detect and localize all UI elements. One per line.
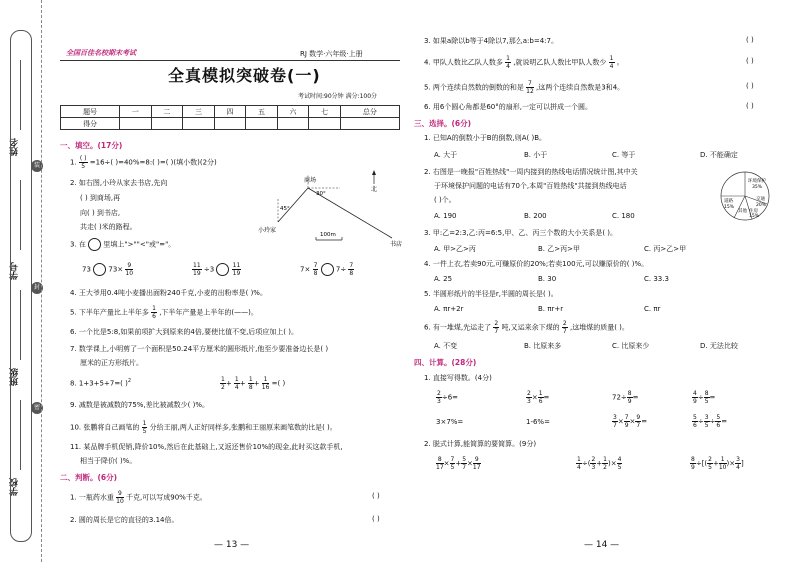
calc-expr-1 (436, 456, 481, 471)
pie-label: 20% (756, 203, 767, 208)
fraction (473, 456, 481, 471)
answer-paren[interactable]: ( ) (372, 492, 380, 500)
option[interactable]: A. 不变 (434, 342, 458, 350)
frac-den: 6 (693, 422, 697, 429)
frac-den: 7 (613, 422, 617, 429)
answer-paren[interactable]: ( ) (746, 82, 754, 90)
frac-num: 2 (562, 320, 567, 327)
score-input-cell[interactable] (183, 118, 215, 130)
fraction (142, 420, 148, 435)
frac-num: 5 (462, 456, 467, 463)
expr-text: ÷ (697, 393, 704, 402)
fold-line (41, 0, 42, 562)
strip-frame (10, 30, 32, 542)
score-input-cell[interactable] (246, 118, 278, 130)
frac-den: 9 (627, 398, 632, 405)
compare-item-2 (192, 262, 241, 277)
calc-item: 1-6%= (526, 418, 550, 426)
score-cell: 四 (214, 106, 246, 118)
q-text: 分给王丽,两人正好同样多,张鹏和王丽原来画笔数的比是( )。 (149, 423, 337, 432)
answer-paren[interactable]: ( ) (746, 102, 754, 110)
option[interactable]: A. 25 (434, 275, 453, 283)
question-3-head (70, 238, 175, 251)
expr-text: 7× (300, 265, 311, 274)
expr-text: )× (607, 459, 617, 468)
expr-text: ÷ (697, 417, 704, 426)
pie-label: 其他 (738, 209, 747, 214)
score-table (60, 105, 400, 130)
expr-text: × (617, 417, 624, 426)
frac-den: 7 (494, 328, 499, 335)
expr-text: × (629, 417, 636, 426)
choice-3: 3. 甲:乙=2:3,乙:丙=6:5,甲、乙、丙三个数的大小关系是( )。 (424, 229, 618, 237)
map-label-bookstore: 书店 (390, 241, 403, 248)
frac-den: 17 (472, 464, 481, 471)
frac-den: 5 (704, 398, 709, 405)
frac-num: 4 (693, 390, 697, 397)
pie-label: 15% (749, 214, 760, 219)
strip-line (20, 60, 21, 130)
fraction (526, 80, 534, 95)
frac-num: 8 (704, 390, 709, 397)
frac-num: 2 (527, 390, 531, 397)
strip-class-label: 班级 (10, 368, 20, 386)
option[interactable]: B. 30 (538, 275, 557, 283)
expr-text: 7÷ (335, 265, 347, 274)
frac-num: 9 (474, 456, 479, 463)
q-text: 6. 有一堆煤,先运走了 (424, 323, 492, 332)
option[interactable]: C. 丙>乙>甲 (644, 245, 687, 253)
q-text: 千克,可以写成90%千克。 (126, 493, 207, 502)
q-text: 。 (616, 58, 624, 67)
page-number-right: — 14 — (584, 540, 620, 550)
frac-den: 9 (693, 398, 697, 405)
judge-5 (424, 80, 624, 95)
question-11-line2: 相当于降价( )%。 (80, 457, 137, 465)
strip-line (20, 400, 21, 470)
frac-den: 19 (232, 270, 241, 277)
map-label-north: 北 (371, 186, 378, 193)
route-map (250, 170, 410, 248)
header-rule (60, 60, 400, 61)
expr-text: 73 (82, 265, 91, 274)
q-text: 3. 在 (70, 240, 86, 249)
grade-tag: RJ 数学·六年级·上册 (300, 50, 363, 58)
calc-2-heading: 2. 脱式计算,能简算的要简算。(9分) (424, 440, 537, 448)
q-text: 1. 一瓶药水重 (70, 493, 114, 502)
q-text: =16÷( )=40%=8:( )=( )(填小数)(2分) (89, 158, 217, 167)
frac-num: 4 (617, 456, 622, 463)
frac-den: 19 (193, 270, 201, 277)
section-heading: 四、计算。(28分) (414, 358, 477, 367)
frac-num: 1 (221, 376, 225, 383)
q-text: 里填上">""<"或"="。 (103, 240, 176, 249)
compare-item-1 (82, 262, 133, 277)
frac-den: 4 (506, 63, 510, 70)
answer-paren[interactable]: ( ) (746, 36, 754, 44)
option[interactable]: D. 无法比较 (700, 342, 738, 350)
strip-seal-dot: 密 (31, 402, 43, 414)
expr-text: ] (740, 459, 744, 468)
frac-den: 7 (462, 464, 467, 471)
expr-text: ÷6= (441, 393, 459, 402)
frac-den: 12 (526, 88, 534, 95)
frac-num: 1 (538, 390, 543, 397)
fraction (609, 55, 615, 70)
frac-num: 8 (691, 456, 695, 463)
frac-num: 7 (450, 456, 455, 463)
fraction (232, 262, 242, 277)
pie-chart (712, 168, 778, 224)
option[interactable]: B. 小于 (524, 151, 548, 159)
fraction (125, 262, 133, 277)
expr-text: = (721, 417, 728, 426)
q-sup: 2 (127, 378, 132, 384)
frac-num: 7 (349, 262, 354, 269)
score-cell: 五 (246, 106, 278, 118)
frac-den: 10 (718, 464, 727, 471)
expr-text: × (443, 459, 450, 468)
frac-den: 10 (116, 498, 124, 505)
q-text: ,下半年产量是上半年的(——)。 (159, 308, 258, 317)
fraction (116, 490, 124, 505)
calc-item (436, 390, 458, 405)
calc-item (612, 414, 647, 429)
pie-label: 道路 (724, 199, 733, 204)
question-7-line1: 7. 数学课上,小明剪了一个面积是50.24平方厘米的圆形纸片,他至少要准备边长是( ) (70, 345, 329, 353)
frac-num: 8 (627, 390, 632, 397)
strip-line (20, 180, 21, 250)
answer-paren[interactable]: ( ) (746, 57, 754, 65)
compare-item-3 (300, 262, 354, 277)
calc-1-heading: 1. 直接写得数。(4分) (424, 374, 492, 382)
frac-den: 17 (436, 464, 444, 471)
question-8-fracs: $\frac{1}{2}$ + $\frac{1}{4}$ + $\frac{1}{8}$ + $\frac{1}{16}$ =( ) (221, 376, 286, 391)
fraction (562, 320, 568, 335)
score-cell: 二 (151, 106, 183, 118)
fraction (493, 320, 499, 335)
map-angle-30: 30° (316, 191, 326, 197)
choice-5: 5. 半圆形纸片的半径是r,半圆的周长是( )。 (424, 290, 558, 298)
fraction (436, 456, 444, 471)
expr-text: + (596, 459, 603, 468)
frac-den: 3 (591, 464, 596, 471)
score-cell: 总分 (340, 106, 399, 118)
strip-school-label: 学校 (10, 478, 20, 496)
map-label-shop: 商场 (304, 177, 317, 184)
fraction (262, 376, 270, 391)
q-text: 5. 两个连续自然数的倒数的和是 (424, 83, 524, 92)
option[interactable]: C. πr (644, 305, 661, 313)
calc-item: 3×7%= (436, 418, 464, 426)
frac-den: 4 (736, 464, 740, 471)
fraction (220, 376, 226, 391)
judge-4 (424, 55, 624, 70)
frac-den: 5 (708, 464, 712, 471)
score-input-cell[interactable] (214, 118, 246, 130)
option[interactable]: A. πr+2r (434, 305, 464, 313)
frac-den: 5 (142, 428, 147, 435)
strip-line (20, 290, 21, 360)
frac-num: 7 (528, 80, 532, 87)
frac-num: 5 (693, 414, 697, 421)
fraction (79, 155, 88, 170)
q-text: ,这两个连续自然数是3和4。 (536, 83, 625, 92)
frac-den: 6 (716, 422, 721, 429)
pie-label: 35% (752, 185, 763, 190)
expr-text: = (543, 393, 550, 402)
frac-num: 1 (263, 376, 268, 383)
question-6: 6. 一个比是5:8,如果前项扩大到原来的4倍,要使比值不变,后项应加上( )。 (70, 328, 298, 336)
frac-den: 8 (248, 384, 253, 391)
judge-6: 6. 用6个圆心角都是60°的扇形,一定可以拼成一个圆。 (424, 103, 592, 111)
question-7-line2: 厘米的正方形纸片。 (80, 359, 143, 367)
fraction (617, 456, 623, 471)
score-cell: 七 (309, 106, 341, 118)
frac-num: 7 (313, 262, 318, 269)
q-text: 5. 下半年产量比上半年多 (70, 308, 149, 317)
frac-num: ( ) (79, 155, 87, 162)
q-text: ,这堆煤的质量( )。 (569, 323, 629, 332)
judge-2: 2. 圆的周长是它的直径的3.14倍。 (70, 516, 179, 524)
question-5 (70, 305, 258, 320)
score-cell: 六 (277, 106, 309, 118)
calc-expr-2 (576, 456, 622, 471)
frac-den: 5 (81, 163, 86, 170)
expr-text: + (712, 459, 719, 468)
frac-den: 5 (617, 464, 622, 471)
frac-den: 9 (691, 464, 695, 471)
fraction (719, 456, 727, 471)
frac-den: 5 (704, 422, 709, 429)
circle-answer-icon[interactable] (321, 263, 334, 276)
judge-3: 3. 如果a除以b等于4除以7,那么a:b=4:7。 (424, 37, 558, 45)
section-heading: 一、填空。(17分) (60, 141, 123, 150)
north-arrow-head (372, 170, 376, 175)
fraction (151, 305, 157, 320)
q-text: 吨,又运来余下煤的 (501, 323, 560, 332)
score-input-cell[interactable] (120, 118, 152, 130)
expr-text: + (455, 459, 462, 468)
frac-num: 9 (127, 262, 132, 269)
question-10 (70, 420, 337, 435)
score-cell: 得分 (61, 118, 120, 130)
frac-num: 1 (234, 376, 239, 383)
calc-expr-3 (690, 456, 744, 471)
frac-num: 7 (624, 414, 629, 421)
frac-num: 1 (609, 55, 614, 62)
question-4: 4. 王大爷用0.4吨小麦播出面粉240千克,小麦的出粉率是( )%。 (70, 289, 267, 297)
score-input-cell[interactable] (277, 118, 309, 130)
frac-num: 1 (577, 456, 581, 463)
frac-num: 11 (193, 262, 201, 269)
frac-den: 3 (437, 398, 441, 405)
calc-item (612, 390, 638, 405)
question-1 (70, 155, 217, 170)
score-row (61, 118, 400, 130)
q-text: =( ) (271, 379, 286, 388)
exam-info: 考试时间:90分钟 满分:100分 (298, 93, 378, 100)
option[interactable]: C. 33.3 (644, 275, 669, 283)
question-2-line2: ( ) 到商场,再 (80, 194, 121, 202)
score-cell: 题号 (61, 106, 120, 118)
page-title: 全真模拟突破卷(一) (168, 66, 321, 85)
frac-den: 5 (450, 464, 455, 471)
score-cell: 一 (120, 106, 152, 118)
strip-class-no-label: 学号 (10, 262, 20, 280)
circle-answer-icon[interactable] (216, 263, 229, 276)
expr-text: 73× (108, 265, 124, 274)
question-2-line1: 2. 如右图,小玲从家去书店,先向 (70, 179, 168, 187)
expr-text: ÷3 (203, 265, 215, 274)
expr-text: ÷ (709, 417, 716, 426)
fraction (234, 376, 240, 391)
frac-den: 2 (603, 464, 607, 471)
section-heading: 二、判断。(6分) (60, 473, 118, 482)
option[interactable]: B. 乙>丙>甲 (538, 245, 580, 253)
score-header-row (61, 106, 400, 118)
expr-text: )× (726, 459, 736, 468)
frac-num: 3 (704, 414, 709, 421)
strip-seal-dot: 装 (31, 160, 43, 172)
frac-num: 9 (636, 414, 641, 421)
score-input-cell[interactable] (151, 118, 183, 130)
frac-num: 3 (613, 414, 617, 421)
frac-den: 4 (577, 464, 581, 471)
frac-num: 1 (506, 55, 510, 62)
strip-name-label: 姓名 (10, 138, 20, 156)
score-input-cell[interactable] (340, 118, 399, 130)
choice-2-line3: ( )个。 (434, 196, 456, 204)
answer-paren[interactable]: ( ) (372, 515, 380, 523)
fraction (313, 262, 319, 277)
strip-seal-dot: 封 (31, 282, 43, 294)
frac-den: 6 (152, 313, 156, 320)
fraction (192, 262, 202, 277)
choice-6 (424, 320, 629, 335)
frac-den: 2 (221, 384, 225, 391)
map-label-home: 小玲家 (258, 227, 277, 234)
choice-2-line1: 2. 右图是一晚报"百姓热线"一周内接到的热线电话情况统计图,其中关 (424, 168, 638, 176)
circle-answer-icon[interactable] (93, 263, 106, 276)
frac-num: 2 (708, 456, 712, 463)
frac-den: 9 (624, 422, 629, 429)
score-cell: 三 (183, 106, 215, 118)
option[interactable]: B. πr+r (538, 305, 564, 313)
frac-num: 2 (591, 456, 596, 463)
choice-2-line2: 于环境保护问题的电话有70个,本周"百姓热线"共接到热线电话 (434, 182, 627, 190)
score-input-cell[interactable] (309, 118, 341, 130)
frac-num: 8 (437, 456, 442, 463)
frac-num: 1 (142, 420, 147, 427)
frac-den: 7 (562, 328, 567, 335)
frac-num: 2 (494, 320, 499, 327)
fraction (348, 262, 354, 277)
option[interactable]: D. 不能确定 (700, 151, 738, 159)
option[interactable]: C. 比原来少 (612, 342, 650, 350)
expr-text: = (641, 417, 648, 426)
binding-strip (0, 0, 46, 562)
frac-num: 2 (437, 390, 441, 397)
frac-num: 11 (232, 262, 241, 269)
pie-label: 环境保护 (748, 179, 766, 184)
question-9: 9. 减数是被减数的75%,差比被减数少( )%。 (70, 401, 210, 409)
fraction (248, 376, 254, 391)
map-angle-45: 45° (280, 206, 290, 212)
expr-text: × (467, 459, 473, 468)
expr-text: ÷( (581, 459, 591, 468)
page-number-left: — 13 — (214, 540, 250, 550)
question-2-line4: 共走( )米的路程。 (80, 223, 137, 231)
frac-num: 5 (716, 414, 721, 421)
frac-num: 1 (603, 456, 607, 463)
pie-label: 住房 (749, 209, 758, 214)
calc-item (526, 390, 549, 405)
brand-text: 全国百佳名校期末考试 (66, 49, 136, 57)
question-2-line3: 向( ) 到书店, (80, 209, 121, 217)
frac-den: 4 (234, 384, 239, 391)
pie-label: 15% (724, 205, 735, 210)
map-scale-label: 100m (320, 232, 336, 238)
question-11-line1: 11. 某品牌手机促销,降价10%,然后在此基础上,又返还售价10%的现金,此时买这款手机, (70, 443, 343, 451)
pie-label: 交通 (756, 197, 765, 202)
q-text: 8. 1+3+5+7=( ) (70, 379, 128, 388)
expr-text: 72÷ (612, 393, 627, 402)
q-number: 1. (70, 158, 77, 167)
frac-den: 7 (636, 422, 641, 429)
expr-text: = (709, 393, 716, 402)
frac-num: 3 (736, 456, 740, 463)
circle-blank-icon (88, 238, 101, 251)
choice-1: 1. 已知A的倒数小于B的倒数,则A( )B。 (424, 134, 546, 142)
q-text: ,就说明乙队人数比甲队人数少 (513, 58, 607, 67)
frac-den: 3 (527, 398, 531, 405)
option[interactable]: A. 甲>乙>丙 (434, 245, 476, 253)
judge-1 (70, 490, 207, 505)
section-heading: 三、选择。(6分) (414, 119, 472, 128)
expr-text: ÷[( (695, 459, 708, 468)
option[interactable]: B. 200 (524, 212, 547, 220)
option[interactable]: A. 大于 (434, 151, 458, 159)
question-8 (70, 376, 131, 388)
frac-num: 1 (720, 456, 725, 463)
expr-text: = (632, 393, 639, 402)
frac-num: 1 (248, 376, 253, 383)
option[interactable]: C. 180 (612, 212, 635, 220)
frac-den: 10 (125, 270, 134, 277)
q-text: 10. 张鹏将自己画笔的 (70, 423, 140, 432)
frac-den: 8 (313, 270, 318, 277)
frac-den: 16 (261, 384, 270, 391)
frac-num: 1 (152, 305, 156, 312)
frac-den: 8 (349, 270, 354, 277)
option[interactable]: A. 190 (434, 212, 457, 220)
frac-den: 6 (538, 398, 543, 405)
frac-num: 9 (118, 490, 122, 497)
calc-item (692, 390, 715, 405)
route-segment-1 (278, 188, 308, 222)
option[interactable]: C. 等于 (612, 151, 636, 159)
expr-text: × (531, 393, 538, 402)
calc-item (692, 414, 727, 429)
fraction (505, 55, 511, 70)
choice-4: 4. 一件上衣,若卖90元,可赚原价的20%;若卖100元,可以赚原价的( )%。 (424, 260, 649, 268)
frac-den: 4 (609, 63, 614, 70)
q-text: 4. 甲队人数比乙队人数多 (424, 58, 503, 67)
option[interactable]: B. 比原来多 (524, 342, 562, 350)
